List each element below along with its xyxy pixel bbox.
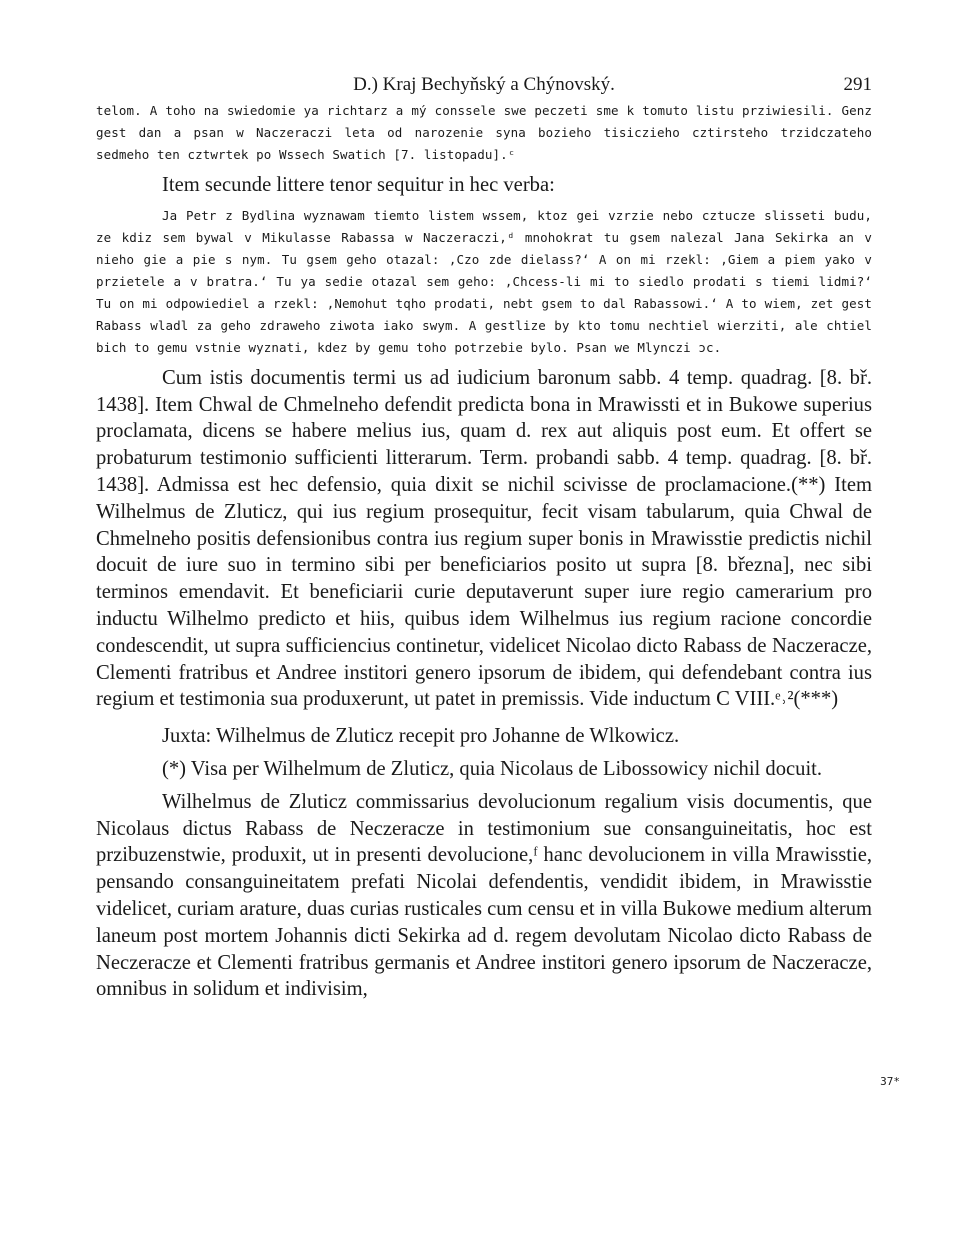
czech-letter-ending: telom. A toho na swiedomie ya richtarz a mý conssele swe peczeti sme k tomuto listu prziwiesili. Genz gest dan a psan w Naczeraczi leta od narozenie syna bozieho tisiczieho cztirsteho trzidczateho sedmeho ten cztwrtek po Wssech Swatich [7. listopadu].ᶜ <box>96 103 872 162</box>
visa-note: (*) Visa per Wilhelmum de Zluticz, quia Nicolaus de Libossowicy nichil docuit. <box>162 757 823 780</box>
czech-letter-text: Ja Petr z Bydlina wyznawam tiemto listem wssem, ktoz gei vzrzie nebo cztucze slisseti budu, ze kdiz sem bywal v Mikulasse Rabassa w Naczeraczi,ᵈ mnohokrat tu gsem nalezal Jana Sekirka an v nieho gie a pie s nym. Tu gsem geho otazal: ‚Czo zde dielass?‘ A on mi rzekl: ‚Giem a piem yako v przietele a v bratra.‘ Tu ya sedie otazal sem geho: ‚Chcess-li mi to siedlo prodati s tiemi lidmi?‘ Tu on mi odpowiediel a rzekl: ‚Nemohut tqho prodati, nebt gsem to dal Rabassowi.‘ A to wiem, zet gest Rabass wladl za geho zdraweho ziwota iako swym. A gestlize by kto tomu nechtiel wierziti, ale chtiel bich to gemu vstnie wyznati, kdez by gemu toho potrzebie bylo. Psan we Mlynczi ɔc. <box>96 207 872 355</box>
page-header <box>96 70 872 100</box>
juxta-note: Juxta: Wilhelmus de Zluticz recepit pro Johanne de Wlkowicz. <box>162 725 680 748</box>
page-number: 291 <box>843 74 872 95</box>
latin-court-record: Cum istis documentis termi us ad iudicium baronum sabb. 4 temp. quadrag. [8. bř. 1438]. Item Chwal de Chmelneho defendit predicta bona in Mrawissti et in Bukowe superius proclamata, dicens se habere melius ius, quam d. rex aut aliquis post eum. Et offert se probaturum testimonio sufficienti litterarum. Term. probandi sabb. 4 temp. quadrag. [8. bř. 1438]. Admissa est hec defensio, quia dixit se nichil scivisse de proclamacione.(**) Item Wilhelmus de Zluticz, qui ius regium prosequitur, fecit visam tabularum, quia Chwal de Chmelneho positis defensionibus contra ius regium super bonis in Mrawisstie predictis nichil docuit de iure suo in termino sibi per beneficiarios posito ut supra [8. března], nec sibi terminos emendavit. Et beneficiarii curie deputaverunt super iure regio camerarium pro inductu Wilhelmo predicto et hiis, quibus idem Wilhelmus ius regium racione concordie condescendit, ut supra sufficiencius continetur, videlicet Nicolao dicto Rabass de Naczeracze, Clementi fratribus et Andree institori genero ipsorum de ibidem, qui defendebant contra ius regium et testimonia sua produxerunt, ut patet in premissis. Vide inductum C VIII.ᵉ˒²(***) <box>96 366 872 711</box>
second-letter-intro: Item secunde littere tenor sequitur in hec verba: <box>162 174 555 196</box>
devolution-paragraph: Wilhelmus de Zluticz commissarius devolucionum regalium visis documentis, que Nicolaus dictus Rabass de Neczeracze in testimonium sue consanguineitatis, hoc est przibuzenstwie, produxit, ut in presenti devolucione,ᶠ hanc devolucionem in villa Mrawisstie, pensando consanguineitatem prefati Nicolai defendentis, vendidit ibidem, in Mrawisstie videlicet, curiam arature, duas curias rusticales cum censu et in villa Bukowe medium alterum laneum post mortem Johannis dicti Sekirka ad d. regem devolutam Nicolao dicto Rabass de Neczeracze et Clementi fratribus germanis et Andree institori genero ipsorum de Naczeracze, omnibus in solidum et indivisim, <box>96 790 873 1001</box>
signature-mark: 37* <box>880 1075 900 1088</box>
document-page <box>96 70 872 1003</box>
running-title: D.) Kraj Bechyňský a Chýnovský. <box>353 74 615 95</box>
